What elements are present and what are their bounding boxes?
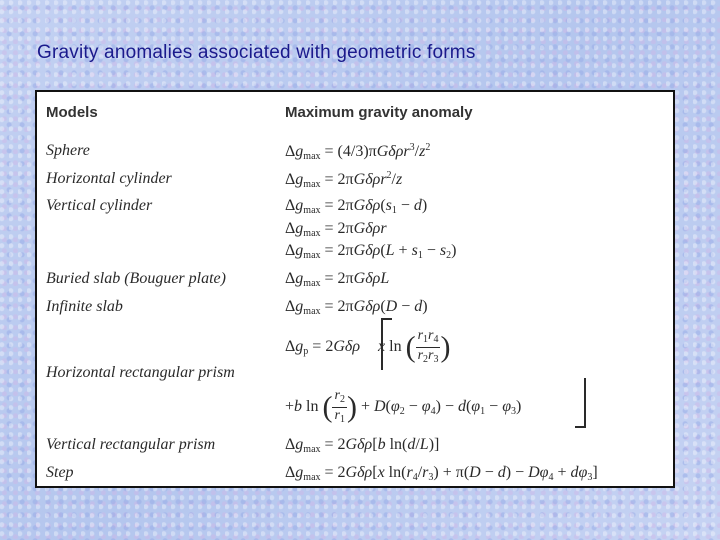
equation-vertical-cylinder-1: $\Delta g_{max} = 2\pi G\delta\rho(s_1 - d)$	[285, 197, 428, 216]
equation-vertical-cylinder-2: $\Delta g_{max} = 2\pi G\delta\rho r$	[285, 220, 387, 239]
equation-horizontal-prism-2: +b ln ( $\frac{r_2}{r_1}$ ) + $D(\varphi_2 - \varphi_4) - d(\varphi_1 - \varphi_3)$	[285, 388, 522, 425]
model-horizontal-prism: Horizontal rectangular prism	[46, 364, 235, 381]
equation-horizontal-cylinder: $\Delta g_{max} = 2\pi G\delta\rho r^2/z$	[285, 170, 403, 190]
header-max-anomaly: Maximum gravity anomaly	[285, 104, 473, 121]
equation-step: $\Delta g_{max} = 2G\delta\rho[x$ $\ln(r_4/r_3) + \pi(D - d) - D\varphi_4 + d\varphi_3$]	[285, 464, 598, 483]
model-vertical-cylinder: Vertical cylinder	[46, 197, 153, 214]
fraction-r1r4-over-r2r3: $\frac{r_1r_4}{r_2r_3}$	[417, 328, 439, 365]
model-vertical-prism: Vertical rectangular prism	[46, 436, 216, 453]
model-horizontal-cylinder: Horizontal cylinder	[46, 170, 172, 187]
header-models: Models	[46, 104, 98, 121]
slide-title: Gravity anomalies associated with geometric forms	[37, 42, 476, 63]
equation-horizontal-prism-1: $\Delta g_p = 2G\delta\rho$ x ln ( $\frac{r_1r_4}{r_2r_3}$ )	[285, 328, 451, 365]
model-infinite-slab: Infinite slab	[46, 298, 123, 315]
equation-vertical-prism: $\Delta g_{max} = 2G\delta\rho[b$ ln(d/L)]	[285, 436, 440, 455]
model-step: Step	[46, 464, 74, 481]
equation-infinite-slab: $\Delta g_{max} = 2\pi G\delta\rho(D - d)$	[285, 298, 428, 317]
model-buried-slab: Buried slab (Bouguer plate)	[46, 270, 226, 287]
gravity-anomaly-table	[35, 90, 675, 488]
equation-sphere: $\Delta g_{max} = (4/3)\pi G\delta\rho r^3/z^2$	[285, 142, 431, 162]
equation-buried-slab: $\Delta g_{max} = 2\pi G\delta\rho L$	[285, 270, 390, 289]
fraction-r2-over-r1: $\frac{r_2}{r_1}$	[334, 388, 345, 425]
model-sphere: Sphere	[46, 142, 90, 159]
equation-vertical-cylinder-3: $\Delta g_{max} = 2\pi G\delta\rho(L + s_1 - s_2)$	[285, 242, 457, 261]
right-bracket	[575, 378, 586, 428]
